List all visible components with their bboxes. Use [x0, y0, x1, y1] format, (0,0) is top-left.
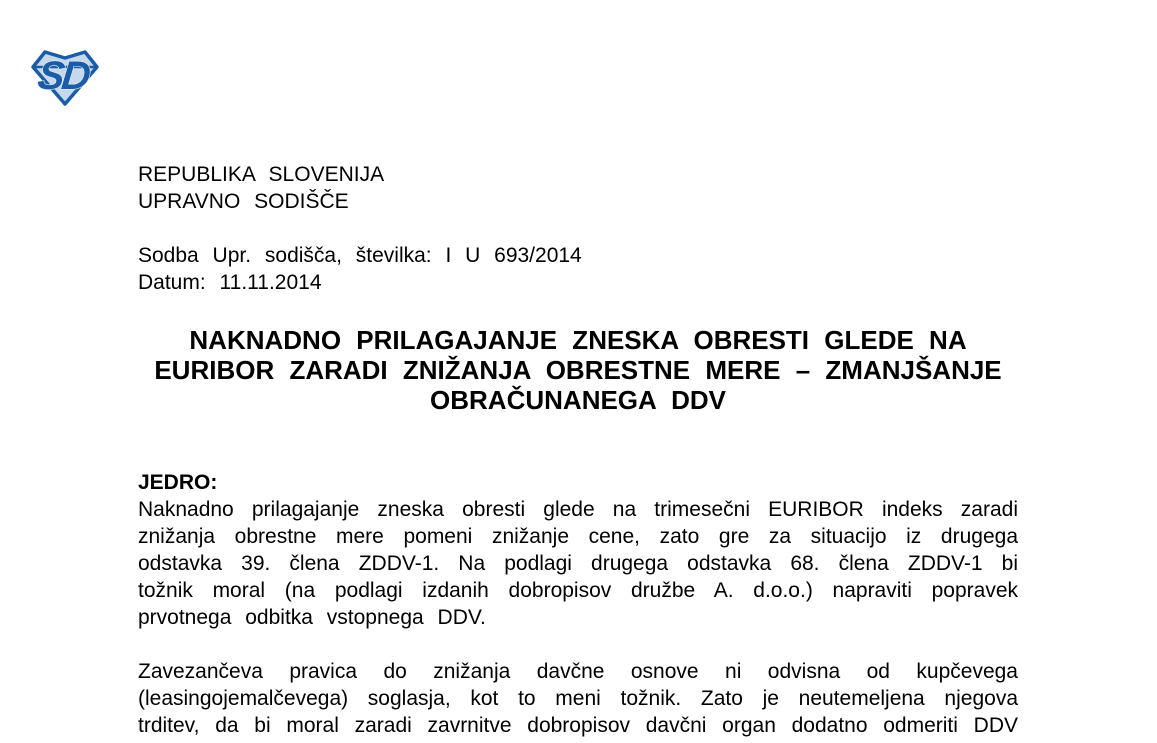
document-body — [138, 161, 1018, 739]
letterhead — [138, 161, 1018, 215]
core-paragraph-1: Naknadno prilagajanje zneska obresti glede na trimesečni EURIBOR indeks zaradi znižanja obrestne mere pomeni znižanje cene, zato gre za situacijo iz drugega odstavka 39. člena ZDDV-1. Na podlagi drugega odstavka 68. člena ZDDV-1 bi tožnik moral (na podlagi izdanih dobropisov družbe A. d.o.o.) napraviti popravek prvotnega odbitka vstopnega DDV. — [138, 498, 1018, 629]
case-meta — [138, 242, 1018, 296]
core-section-label: JEDRO: — [138, 471, 218, 494]
republic-line: REPUBLIKA SLOVENIJA — [138, 163, 385, 186]
court-name-line: UPRAVNO SODIŠČE — [138, 190, 349, 213]
core-section — [138, 469, 1018, 739]
logo-letters: SD — [35, 54, 90, 98]
court-sd-logo — [30, 46, 100, 108]
core-paragraph-2: Zavezančeva pravica do znižanja davčne osnove ni odvisna od kupčevega (leasingojemalčevega) soglasja, kot to meni tožnik. Zato je neutemeljena njegova trditev, da bi moral zaradi zavrnitve dobropisov davčni organ dodatno odmeriti DDV — [138, 660, 1018, 737]
decision-title: NAKNADNO PRILAGAJANJE ZNESKA OBRESTI GLEDE NA EURIBOR ZARADI ZNIŽANJA OBRESTNE MERE – ZMANJŠANJE OBRAČUNANEGA DDV — [154, 325, 1002, 415]
date-line: Datum: 11.11.2014 — [138, 271, 322, 294]
case-number-line: Sodba Upr. sodišča, številka: I U 693/2014 — [138, 244, 582, 267]
